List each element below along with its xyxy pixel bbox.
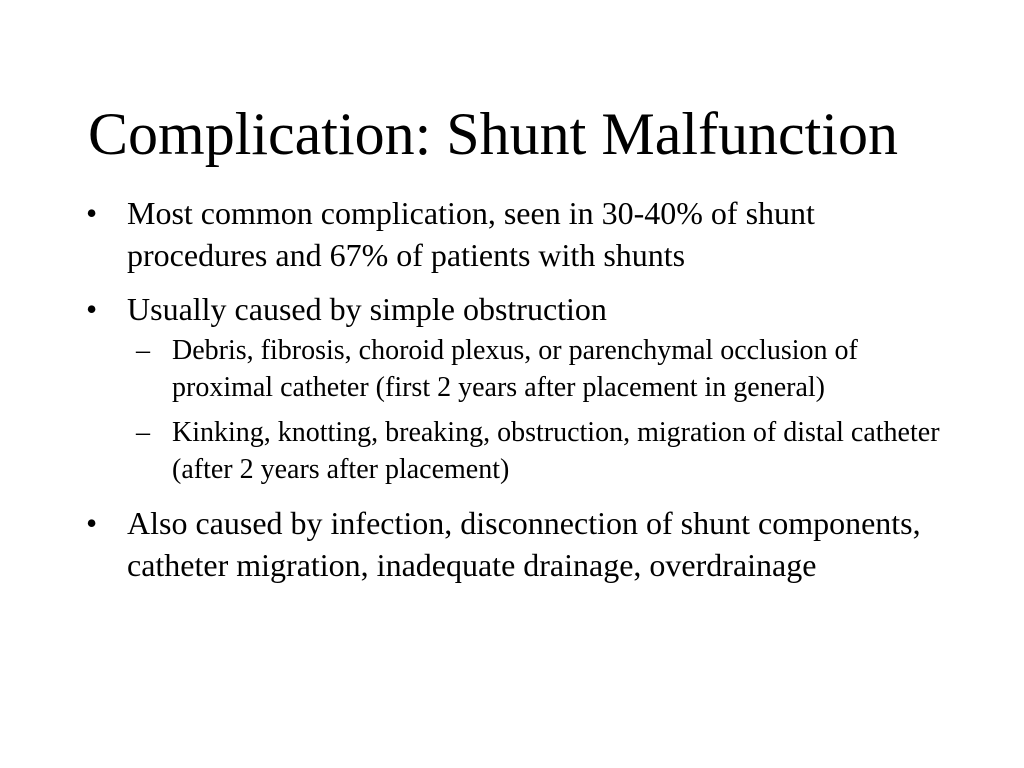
bullet-list: [86, 192, 946, 598]
bullet-marker: •: [86, 505, 98, 541]
sub-bullet-text: Debris, fibrosis, choroid plexus, or parenchymal occlusion of proximal catheter (first 2 years after placement in general): [172, 335, 858, 403]
dash-marker: –: [136, 417, 150, 448]
bullet-item-1: [86, 192, 946, 276]
bullet-item-3: [86, 502, 946, 586]
bullet-marker: •: [86, 291, 98, 327]
bullet-text: Most common complication, seen in 30-40% of shunt procedures and 67% of patients with shunts: [127, 195, 815, 273]
slide-title: Complication: Shunt Malfunction: [88, 101, 898, 167]
sub-bullet-text: Kinking, knotting, breaking, obstruction, migration of distal catheter (after 2 years after placement): [172, 417, 940, 485]
sub-bullet-group: [86, 332, 946, 488]
sub-bullet-item-1: [136, 332, 946, 406]
sub-bullet-item-2: [136, 414, 946, 488]
bullet-text: Also caused by infection, disconnection of shunt components, catheter migration, inadequate drainage, overdrainage: [127, 505, 921, 583]
bullet-marker: •: [86, 195, 98, 231]
sub-bullet-list: [86, 332, 946, 488]
bullet-item-2: [86, 288, 946, 330]
bullet-text: Usually caused by simple obstruction: [127, 291, 607, 327]
dash-marker: –: [136, 335, 150, 366]
